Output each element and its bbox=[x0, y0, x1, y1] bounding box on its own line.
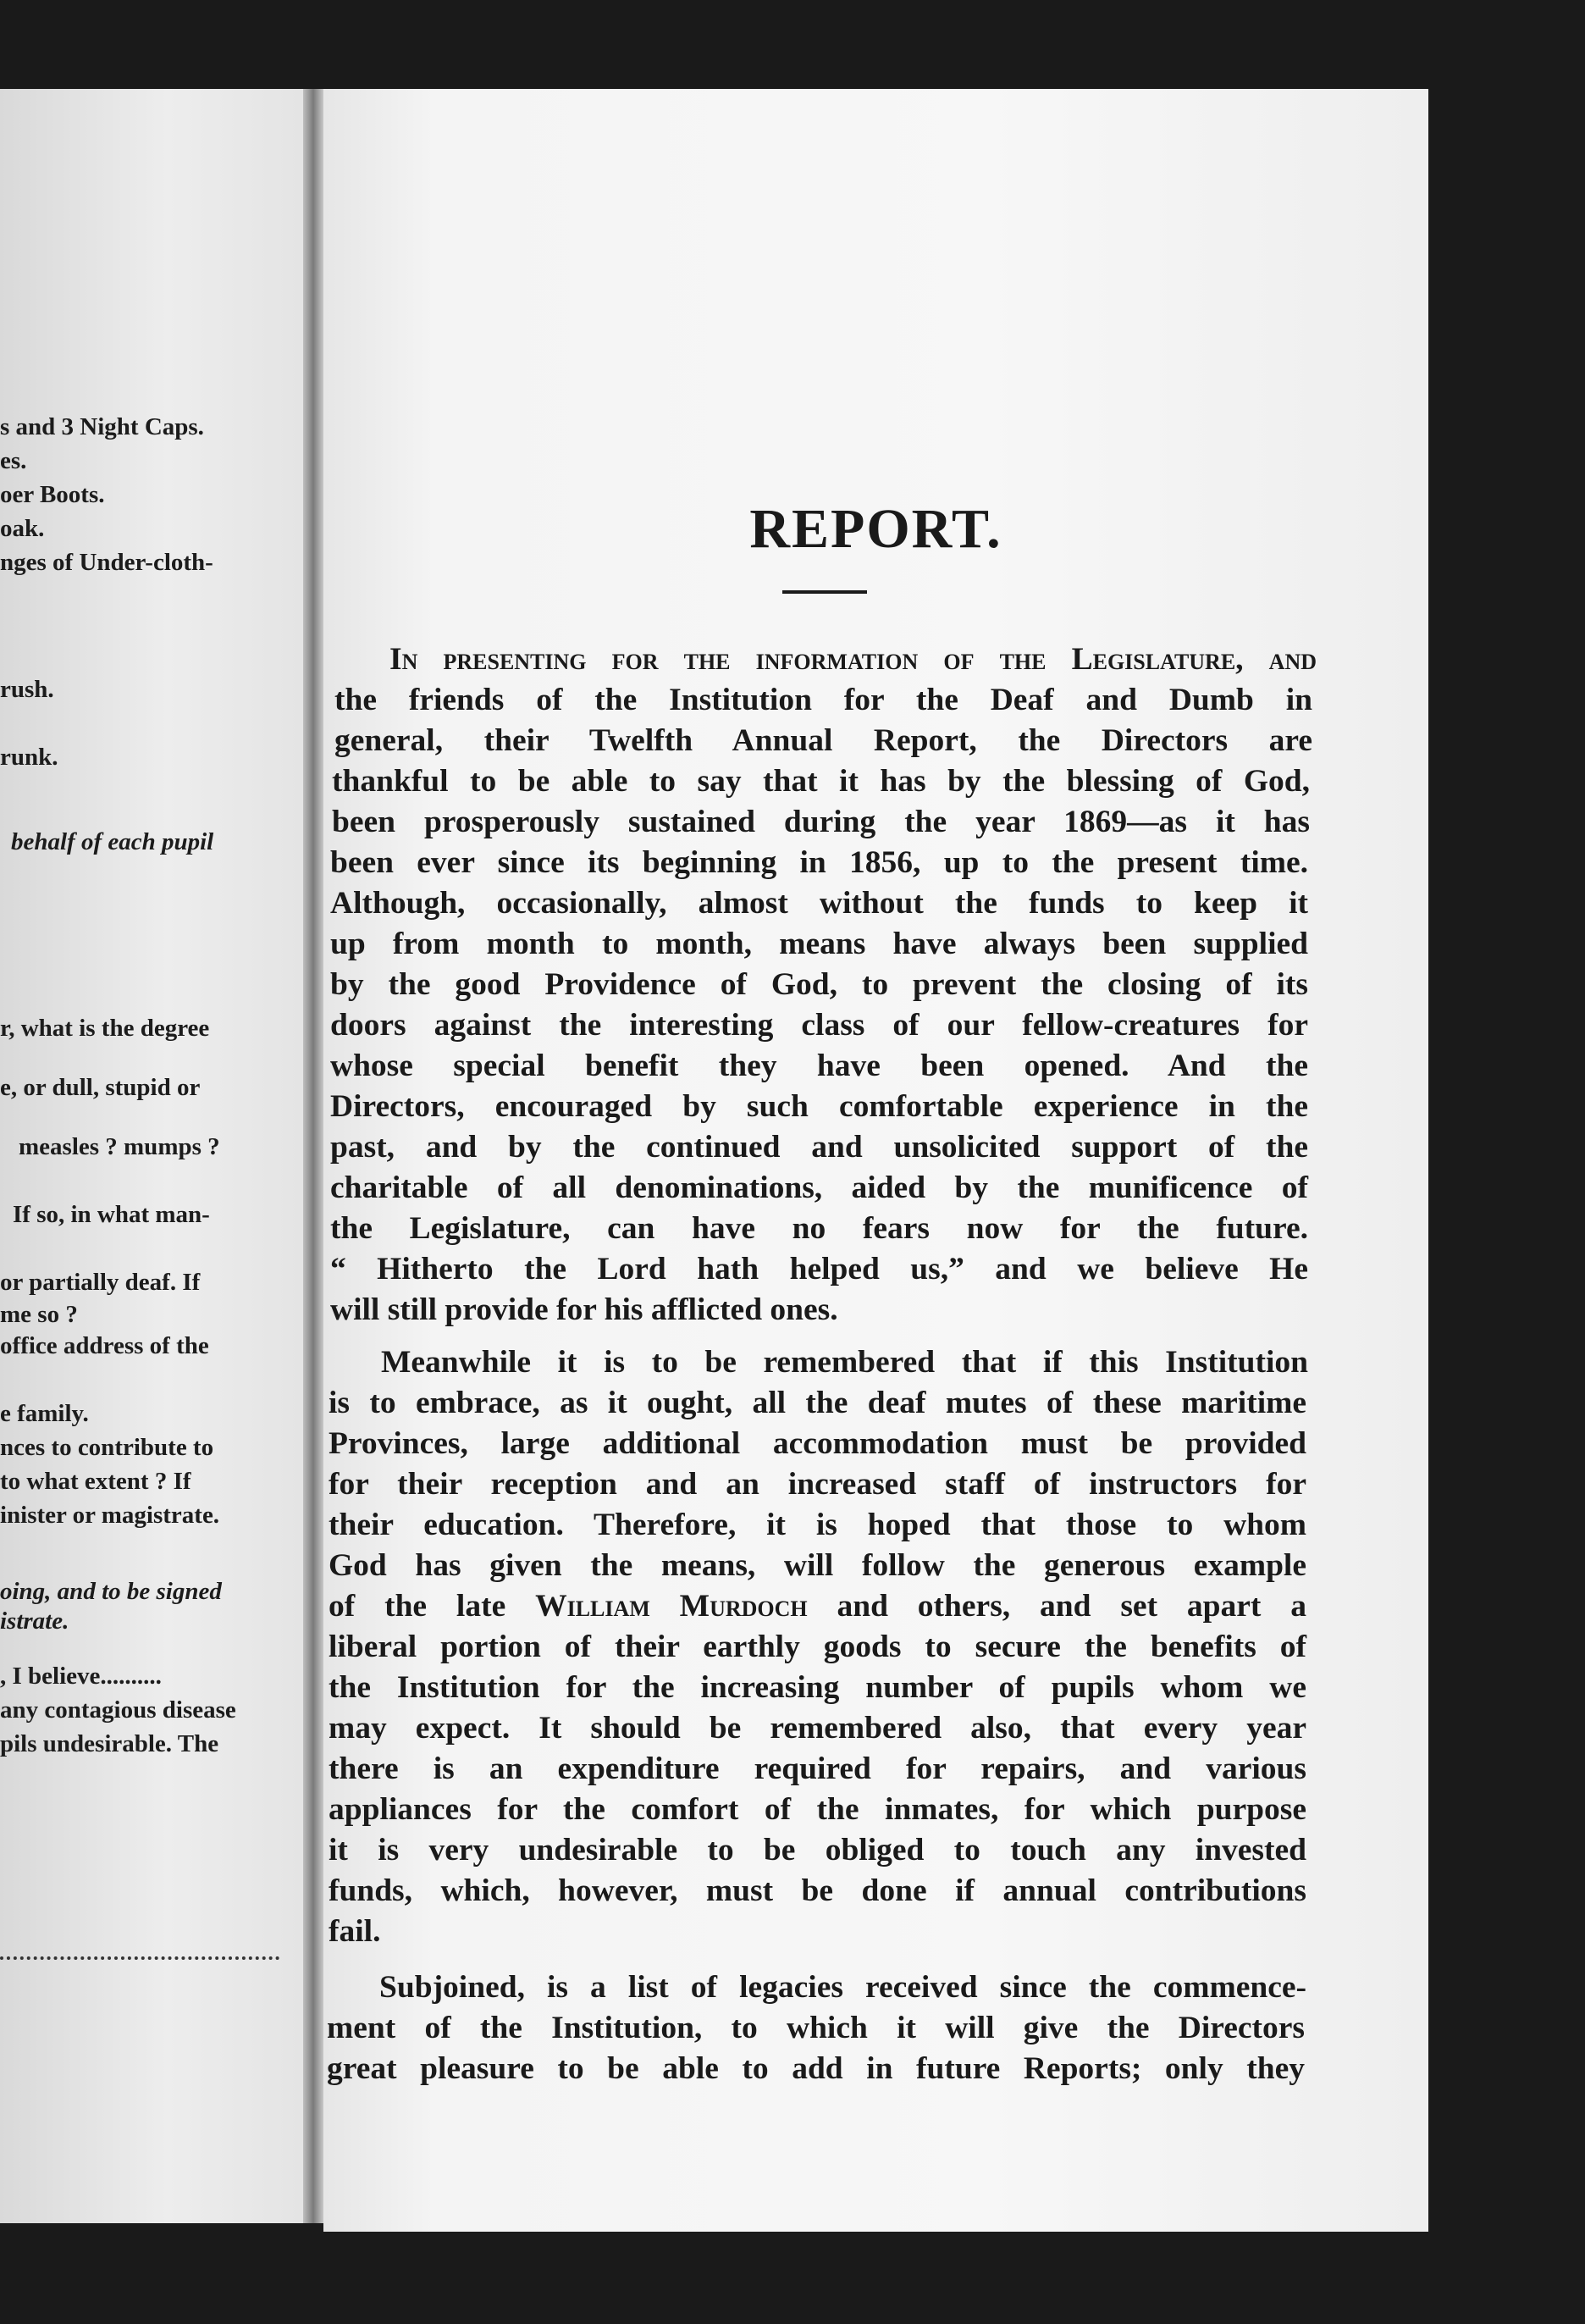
text-line: been prosperously sustained during the year 1869—as it has bbox=[332, 805, 1310, 839]
text-line: Although, occasionally, almost without the funds to keep it bbox=[330, 886, 1308, 921]
left-page-line: or partially deaf. If bbox=[0, 1269, 201, 1296]
text-line: Meanwhile it is to be remembered that if this Institution bbox=[381, 1345, 1308, 1380]
text-line: is to embrace, as it ought, all the deaf mutes of these maritime bbox=[329, 1386, 1306, 1420]
dotted-rule bbox=[0, 1956, 279, 1960]
text-line: there is an expenditure required for repairs, and various bbox=[329, 1751, 1306, 1786]
text-line: whose special benefit they have been opened. And the bbox=[330, 1049, 1308, 1083]
text-fragment: and others, and set apart a bbox=[807, 1589, 1306, 1624]
text-line: ment of the Institution, to which it will give the Directors bbox=[327, 2011, 1305, 2045]
report-body bbox=[323, 89, 1428, 2232]
left-page-line: nces to contribute to bbox=[0, 1434, 214, 1461]
left-page-fragment bbox=[0, 89, 303, 2223]
left-page-line: r, what is the degree bbox=[0, 1015, 210, 1042]
text-line: thankful to be able to say that it has by the blessing of God, bbox=[332, 764, 1310, 799]
text-line: appliances for the comfort of the inmates, for which purpose bbox=[329, 1792, 1306, 1827]
text-line: charitable of all denominations, aided by the munificence of bbox=[330, 1170, 1308, 1205]
text-line: funds, which, however, must be done if annual contributions bbox=[329, 1873, 1306, 1908]
text-line: the friends of the Institution for the Deaf and Dumb in bbox=[334, 683, 1312, 717]
text-line: will still provide for his afflicted ones. bbox=[330, 1292, 838, 1327]
book-gutter bbox=[303, 89, 323, 2223]
text-line: “ Hitherto the Lord hath helped us,” and we believe He bbox=[330, 1252, 1308, 1286]
text-line: God has given the means, will follow the generous example bbox=[329, 1548, 1306, 1583]
left-page-line: runk. bbox=[0, 744, 58, 771]
left-page-line: office address of the bbox=[0, 1332, 209, 1359]
text-line: may expect. It should be remembered also, that every year bbox=[329, 1711, 1306, 1746]
text-line: by the good Providence of God, to prevent the closing of its bbox=[330, 967, 1308, 1002]
page-title: REPORT. bbox=[749, 498, 1002, 560]
text-line: fail. bbox=[329, 1914, 381, 1949]
left-page-line: oak. bbox=[0, 515, 45, 542]
text-line-content: In presenting for the information of the Legislature, and bbox=[389, 642, 1317, 677]
left-page-line: measles ? mumps ? bbox=[19, 1133, 220, 1160]
left-page-line: to what extent ? If bbox=[0, 1468, 191, 1495]
text-line: it is very undesirable to be obliged to touch any invested bbox=[329, 1833, 1306, 1868]
text-line: Provinces, large additional accommodation must be provided bbox=[329, 1426, 1306, 1461]
text-line bbox=[329, 1586, 1306, 1627]
text-line bbox=[339, 639, 1317, 680]
text-line: great pleasure to be able to add in future Reports; only they bbox=[327, 2051, 1305, 2086]
text-line: the Institution for the increasing number of pupils whom we bbox=[329, 1670, 1306, 1705]
text-line: for their reception and an increased staff of instructors for bbox=[329, 1467, 1306, 1502]
left-page-line: pils undesirable. The bbox=[0, 1730, 219, 1757]
right-page bbox=[323, 89, 1428, 2232]
left-page-line: inister or magistrate. bbox=[0, 1502, 220, 1529]
person-name: William Murdoch bbox=[535, 1589, 808, 1624]
left-page-line: any contagious disease bbox=[0, 1696, 236, 1724]
left-page-line: rush. bbox=[0, 676, 54, 703]
left-page-line: behalf of each pupil bbox=[11, 828, 214, 855]
left-page-line: istrate. bbox=[0, 1607, 69, 1635]
left-page-line: nges of Under-cloth- bbox=[0, 549, 213, 576]
left-page-line: , I believe.......... bbox=[0, 1663, 162, 1690]
text-line: the Legislature, can have no fears now for the future. bbox=[330, 1211, 1308, 1246]
text-line: past, and by the continued and unsolicited support of the bbox=[330, 1130, 1308, 1165]
left-page-line: e family. bbox=[0, 1400, 89, 1427]
left-page-line: e, or dull, stupid or bbox=[0, 1074, 201, 1101]
text-line: Subjoined, is a list of legacies received since the commence- bbox=[379, 1970, 1306, 2005]
left-page-line: oing, and to be signed bbox=[0, 1578, 222, 1605]
text-line: doors against the interesting class of our fellow-creatures for bbox=[330, 1008, 1308, 1043]
left-page-line: me so ? bbox=[0, 1301, 78, 1328]
text-fragment: of the late bbox=[329, 1589, 536, 1624]
left-page-line: s and 3 Night Caps. bbox=[0, 413, 204, 440]
left-page-line: oer Boots. bbox=[0, 481, 105, 508]
text-line: Directors, encouraged by such comfortable experience in the bbox=[330, 1089, 1308, 1124]
text-line: up from month to month, means have always been supplied bbox=[330, 927, 1308, 961]
text-line: general, their Twelfth Annual Report, the Directors are bbox=[334, 723, 1312, 758]
left-page-line: es. bbox=[0, 447, 27, 474]
text-line: their education. Therefore, it is hoped that those to whom bbox=[329, 1508, 1306, 1542]
text-line: liberal portion of their earthly goods to secure the benefits of bbox=[329, 1630, 1306, 1664]
text-line: been ever since its beginning in 1856, up to the present time. bbox=[330, 845, 1308, 880]
left-page-line: If so, in what man- bbox=[13, 1201, 210, 1228]
